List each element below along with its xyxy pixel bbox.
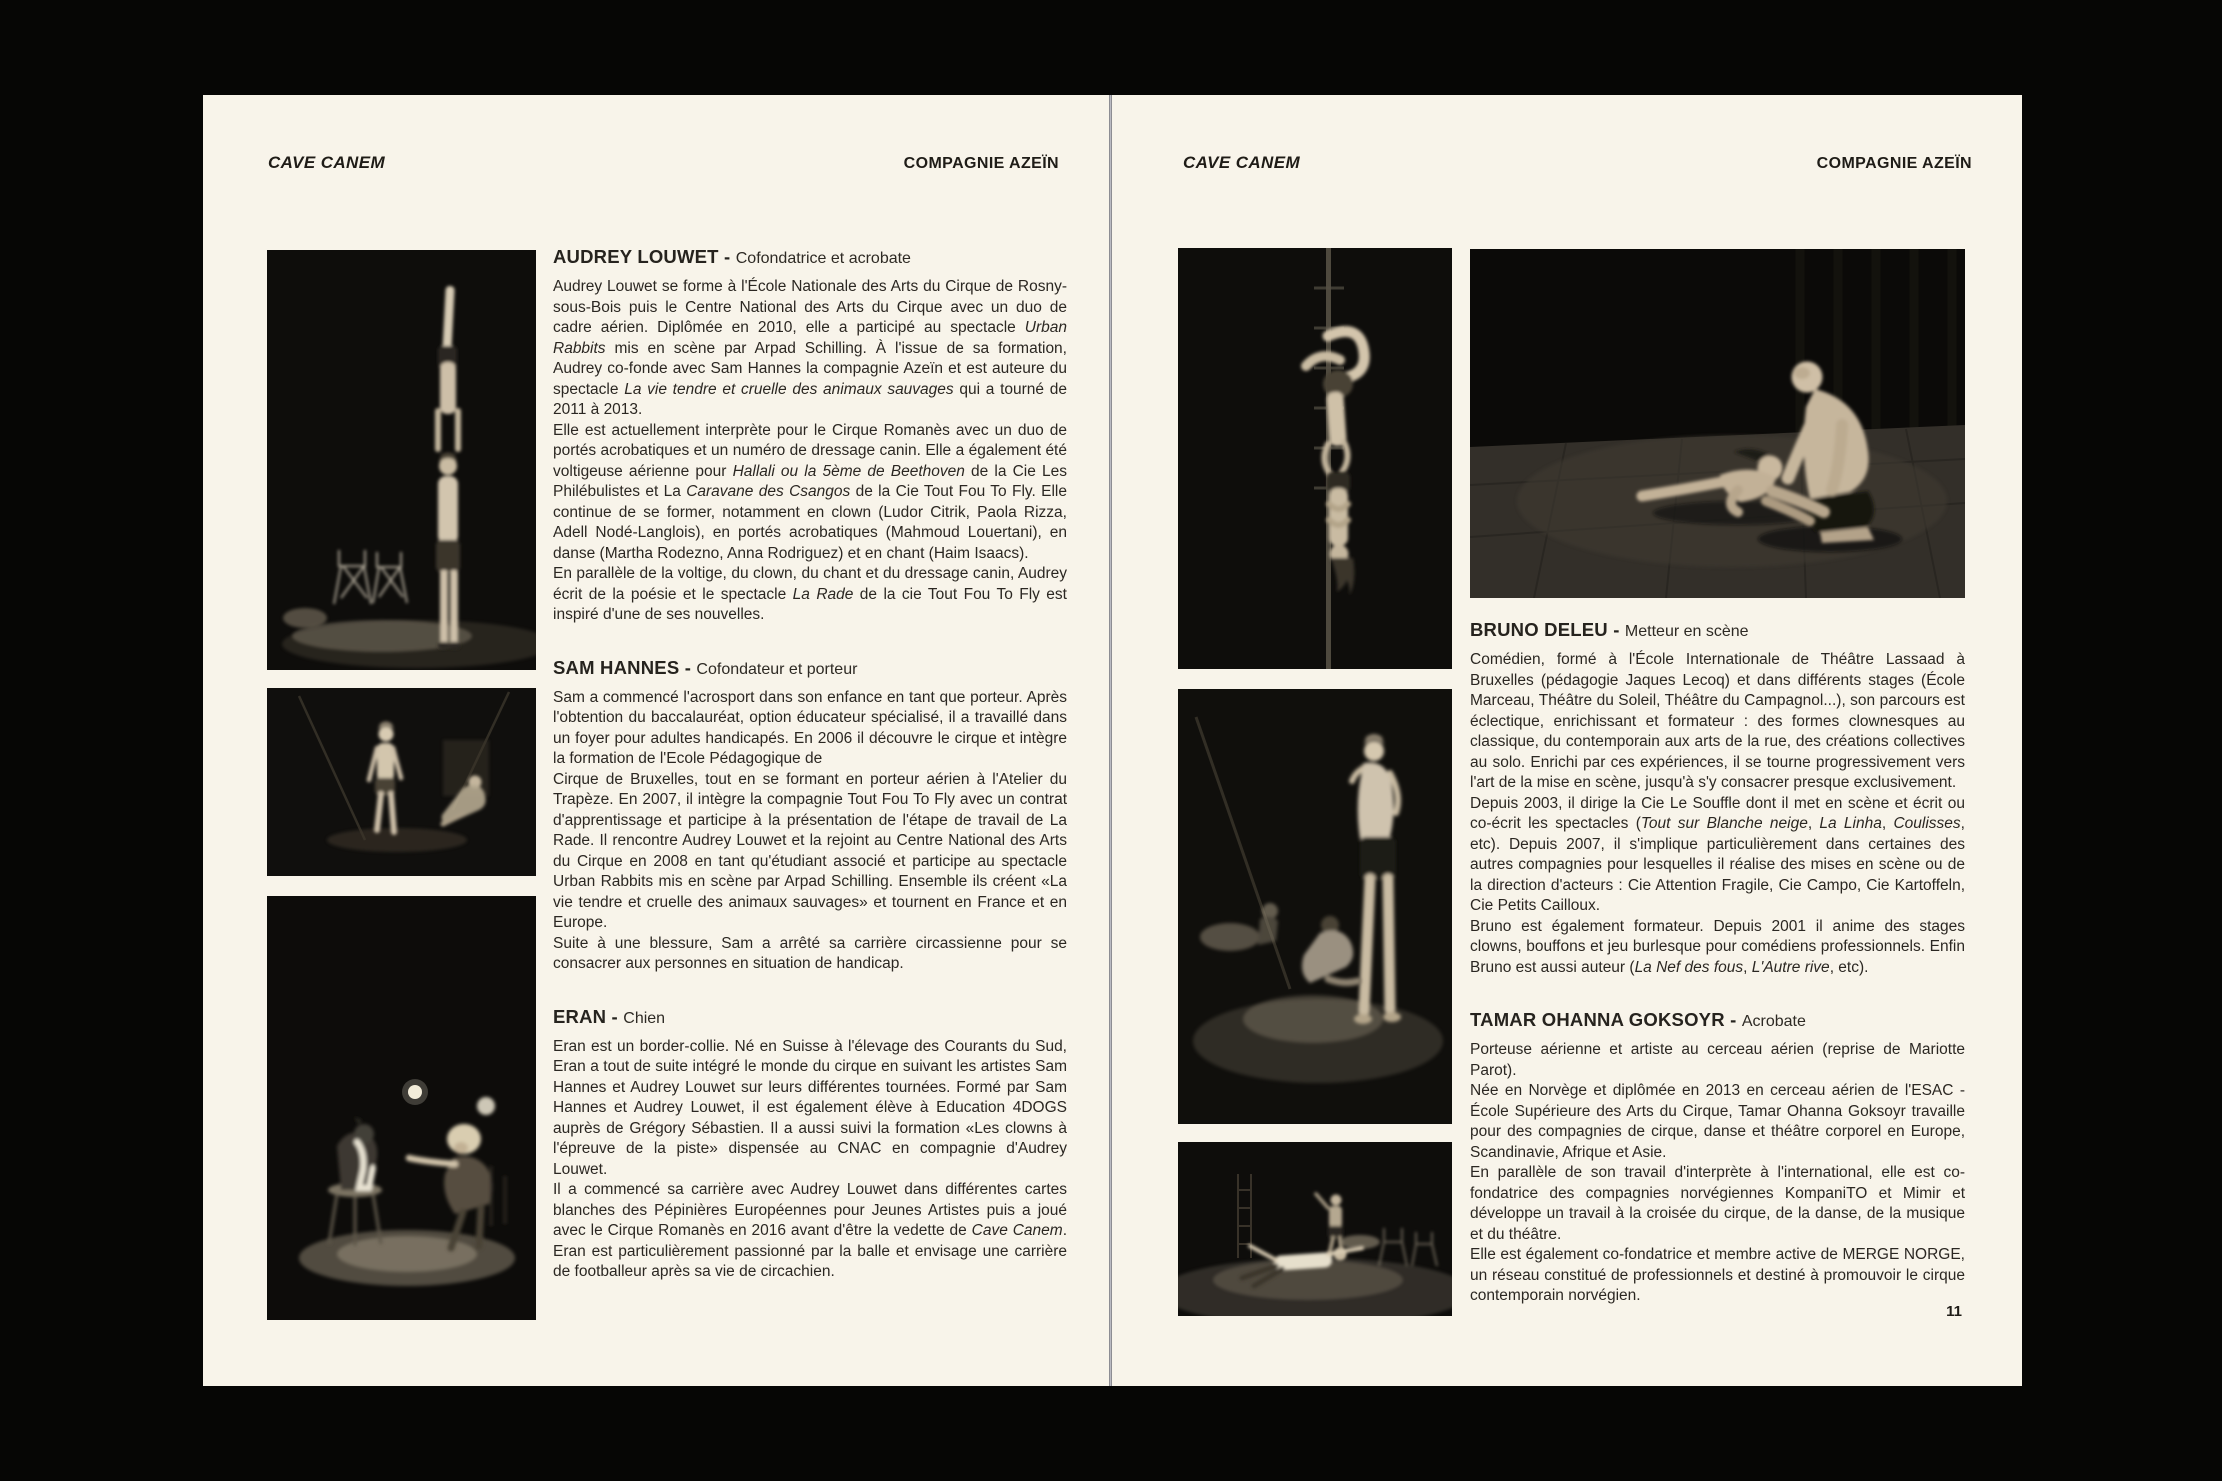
person-role: Metteur en scène xyxy=(1624,623,1749,640)
bio-column-right xyxy=(1470,618,1965,1307)
person-name: AUDREY LOUWET - xyxy=(553,246,731,267)
photo-aerial-pole xyxy=(1178,248,1452,669)
running-brand: COMPAGNIE AZEÏN xyxy=(1816,155,1972,172)
section-heading xyxy=(1470,1008,1965,1033)
photo-walking-performer xyxy=(267,688,536,876)
photo-stage-wide xyxy=(1178,1142,1452,1316)
section-heading xyxy=(553,1005,1067,1030)
section-body: Porteuse aérienne et artiste au cerceau aérien (reprise de Mariotte Parot). Née en Norvège et diplômée en 2013 en cerceau aérien de l'ESAC - École Supérieure des Arts du Cirque, Tamar Ohanna Goksoyr travaille pour des compagnies de cirque, danse et théâtre corporel en Europe, Scandinavie, Afrique et Asie. En parallèle de son travail d'interprète à l'international, elle est co-fondatrice des compagnies norvégiennes KompaniTO et Mimir et développe un travail à la croisée du cirque, de la danse, de la musique et du théâtre. Elle est également co-fondatrice et membre active de MERGE NORGE, un réseau constitué de professionnels et destiné à promouvoir le cirque contemporain norvégien. xyxy=(1470,1041,1965,1304)
running-title: CAVE CANEM xyxy=(268,153,386,172)
person-name: TAMAR OHANNA GOKSOYR - xyxy=(1470,1009,1737,1030)
section-heading xyxy=(1470,618,1965,643)
person-role: Acrobate xyxy=(1741,1013,1806,1030)
photo-acrobat-tower xyxy=(267,250,536,670)
person-role: Chien xyxy=(623,1009,666,1027)
person-role: Cofondateur et porteur xyxy=(696,660,858,678)
person-name: BRUNO DELEU - xyxy=(1470,619,1620,640)
person-name: ERAN - xyxy=(553,1005,618,1027)
photo-singer-scene xyxy=(1178,689,1452,1124)
bio-section xyxy=(1470,618,1965,978)
section-heading xyxy=(553,656,1067,681)
photo-dog-act xyxy=(267,896,536,1320)
page-left xyxy=(203,95,1109,1386)
running-brand: COMPAGNIE AZEÏN xyxy=(903,155,1059,172)
bio-section xyxy=(553,245,1067,626)
section-body: Audrey Louwet se forme à l'École Nationale des Arts du Cirque de Rosny-sous-Bois puis le Centre National des Arts du Cirque avec un duo de cadre aérien. Diplômée en 2010, elle a participé au spectacle Urban Rabbits mis en scène par Arpad Schilling. À l'issue de sa formation, Audrey co-fonde avec Sam Hannes la compagnie Azeïn et est auteure du spectacle La vie tendre et cruelle des animaux sauvages qui a tourné de 2011 à 2013. Elle est actuellement interprète pour le Cirque Romanès avec un duo de portés acrobatiques et un numéro de dressage canin. Elle a également été voltigeuse aérienne pour Hallali ou la 5ème de Beethoven de la Cie Les Philébulistes et La Caravane des Csangos de la Cie Tout Fou To Fly. Elle continue de se former, notamment en clown (Ludor Citrik, Paola Rizza, Adell Nodé-Langlois), en portés acrobatiques (Mahmoud Louertani), en danse (Martha Rodezno, Anna Rodriguez) et en chant (Haim Isaacs). En parallèle de la voltige, du clown, du chant et du dressage canin, Audrey écrit de la poésie et le spectacle La Rade de la cie Tout Fou To Fly est inspiré d'une de ses nouvelles. xyxy=(553,278,1067,623)
bio-section xyxy=(553,656,1067,975)
running-title: CAVE CANEM xyxy=(1183,153,1301,172)
bio-section xyxy=(553,1005,1067,1283)
page-number: 11 xyxy=(1946,1303,1962,1320)
person-role: Cofondatrice et acrobate xyxy=(735,250,911,267)
booklet-spread xyxy=(203,95,2022,1386)
page-right xyxy=(1112,95,2022,1386)
photo-floor-duo xyxy=(1470,249,1965,598)
section-body: Sam a commencé l'acrosport dans son enfance en tant que porteur. Après l'obtention du baccalauréat, option éducateur spécialisé, il a travaillé dans un foyer pour adultes handicapés. En 2006 il découvre le cirque et intègre la formation de l'Ecole Pédagogique de Cirque de Bruxelles, tout en se formant en porteur aérien à l'Atelier du Trapèze. En 2007, il intègre la compagnie Tout Fou To Fly avec un contrat d'apprentissage et participe à la présentation de l'étape de travail de La Rade. Il rencontre Audrey Louwet et la rejoint au Centre National des Arts du Cirque en 2008 en tant qu'étudiant associé et participe au spectacle Urban Rabbits mis en scène par Arpad Schilling. Ensemble ils créent «La vie tendre et cruelle des animaux sauvages» et tournent en France et en Europe. Suite à une blessure, Sam a arrêté sa carrière circassienne pour se consacrer aux personnes en situation de handicap. xyxy=(553,688,1067,972)
page-gutter-divider xyxy=(1109,95,1112,1386)
section-heading xyxy=(553,245,1067,270)
person-name: SAM HANNES - xyxy=(553,656,692,678)
section-body: Comédien, formé à l'École Internationale de Théâtre Lassaad à Bruxelles (pédagogie Jaques Lecoq) et dans différents stages (École Marceau, Théâtre du Soleil, Théâtre du Campagnol...), son parcours est éclectique, enrichissant et formateur : des formes clownesques au classique, du contemporain aux arts de la rue, des créations collectives au solo. Enrichi par ces expériences, il se tourne progressivement vers l'art de la mise en scène, jusqu'à s'y consacrer presque exclusivement. Depuis 2003, il dirige la Cie Le Souffle dont il met en scène et écrit ou co-écrit les spectacles (Tout sur Blanche neige, La Linha, Coulisses, etc). Depuis 2007, il s'implique particulièrement dans certaines des autres compagnies pour lesquelles il réalise des mises en scène ou de la direction d'acteurs : Cie Attention Fragile, Cie Campo, Cie Kartoffeln, Cie Petits Cailloux. Bruno est également formateur. Depuis 2001 il anime des stages clowns, bouffons et jeu burlesque pour comédiens professionnels. Enfin Bruno est aussi auteur (La Nef des fous, L'Autre rive, etc). xyxy=(1470,651,1965,976)
bio-section xyxy=(1470,1008,1965,1307)
section-body: Eran est un border-collie. Né en Suisse à l'élevage des Courants du Sud, Eran a tout de suite intégré le monde du cirque en suivant les artistes Sam Hannes et Audrey Louwet sur leurs différentes tournées. Formé par Sam Hannes et Audrey Louwet, il est également élève à Education 4DOGS auprès de Grégory Sébastien. Il a aussi suivi la formation «Les clowns à l'épreuve de la piste» dispensée au CNAC en compagnie d'Audrey Louwet. Il a commencé sa carrière avec Audrey Louwet dans différentes cartes blanches des Pépinières Européennes pour Jeunes Artistes puis a joué avec le Cirque Romanès en 2016 avant d'être la vedette de Cave Canem. Eran est particulièrement passionné par la balle et envisage une carrière de footballeur après sa vie de circachien. xyxy=(553,1037,1067,1280)
bio-column-left xyxy=(553,245,1067,1283)
